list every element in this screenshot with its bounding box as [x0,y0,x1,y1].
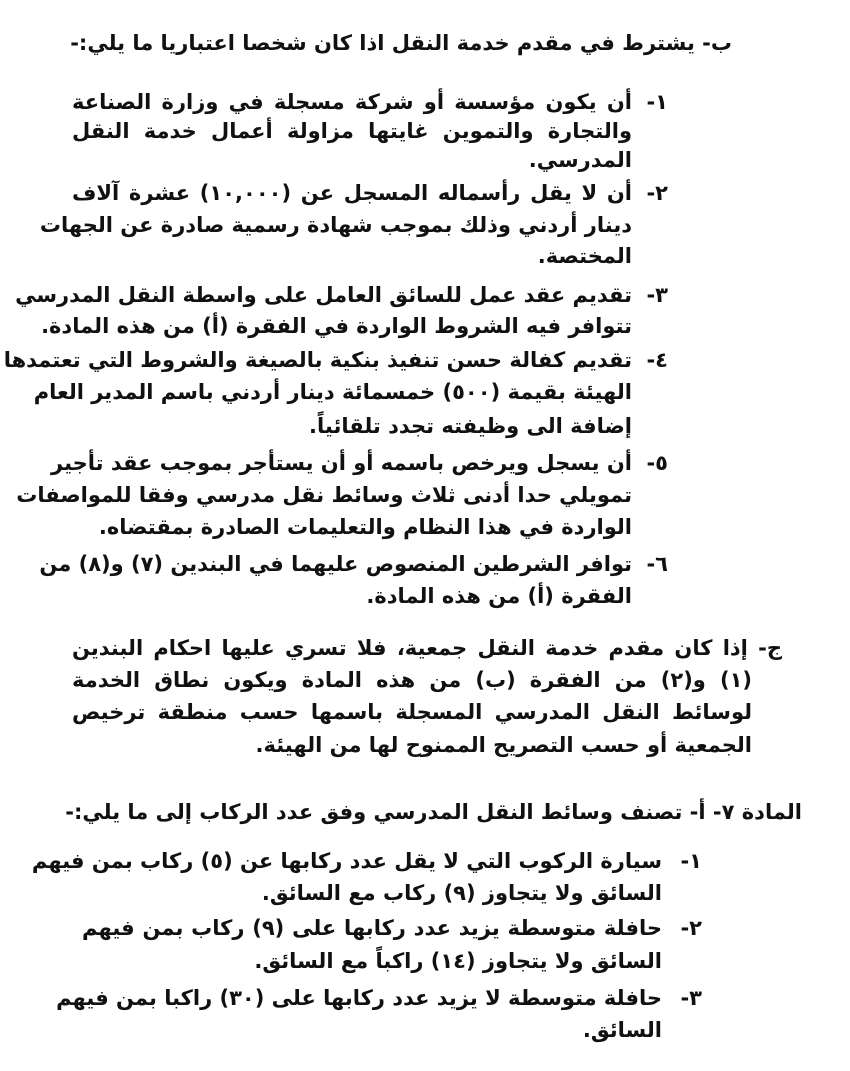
item-line: تقديم عقد عمل للسائق العامل على واسطة النقل المدرسي [15,283,632,307]
item-line: إضافة الى وظيفته تجدد تلقائياً. [309,414,632,438]
section-c-line: (١) و(٢) من الفقرة (ب) من هذه المادة ويكون نطاق الخدمة [72,668,753,692]
item-line: السائق ولا يتجاوز (١٤) راكباً مع السائق. [254,949,662,973]
item-number: ١- [646,90,668,114]
item-line: السائق ولا يتجاوز (٩) ركاب مع السائق. [261,881,662,905]
item-line: والتجارة والتموين غايتها مزاولة أعمال خدمة النقل [72,119,632,143]
item-line: سيارة الركوب التي لا يقل عدد ركابها عن (٥) ركاب بمن فيهم [31,849,662,873]
item-line: أن يسجل ويرخص باسمه أو أن يستأجر بموجب عقد تأجير [51,451,632,475]
item-line: المختصة. [537,244,632,268]
section-c-line: ج- إذا كان مقدم خدمة النقل جمعية، فلا تسري عليها احكام البندين [72,636,782,660]
item-number: ٢- [680,916,702,940]
item-line: الواردة في هذا النظام والتعليمات الصادرة بمقتضاه. [98,515,632,539]
item-line: أن يكون مؤسسة أو شركة مسجلة في وزارة الصناعة [72,90,632,114]
section-c-line: لوسائط النقل المدرسي المسجلة باسمها حسب منطقة ترخيص [72,700,752,724]
item-line: تقديم كفالة حسن تنفيذ بنكية بالصيغة والشروط التي تعتمدها [3,348,632,372]
item-line: الهيئة بقيمة (٥٠٠) خمسمائة دينار أردني باسم المدير العام [33,380,632,404]
item-number: ٦- [646,552,668,576]
item-number: ٣- [680,986,702,1010]
item-number: ٢- [646,181,668,205]
item-line: المدرسي. [528,148,632,172]
item-line: السائق. [582,1018,662,1042]
item-line: تمويلي حدا أدنى ثلاث وسائط نقل مدرسي وفقا للمواصفات [16,483,632,507]
section-b-heading: ب- يشترط في مقدم خدمة النقل اذا كان شخصا اعتباريا ما يلي:- [70,31,732,55]
article-7-heading: المادة ٧- أ- تصنف وسائط النقل المدرسي وفق عدد الركاب إلى ما يلي:- [65,800,802,824]
item-number: ١- [680,849,702,873]
item-line: توافر الشرطين المنصوص عليهما في البندين (٧) و(٨) من [39,552,632,576]
item-number: ٣- [646,283,668,307]
item-line: حافلة متوسطة لا يزيد عدد ركابها على (٣٠) راكبا بمن فيهم [56,986,662,1010]
item-line: الفقرة (أ) من هذه المادة. [366,584,632,608]
item-line: حافلة متوسطة يزيد عدد ركابها على (٩) ركاب بمن فيهم [82,916,662,940]
item-line: أن لا يقل رأسماله المسجل عن (١٠,٠٠٠) عشرة آلاف [72,181,632,205]
section-c-line: الجمعية أو حسب التصريح الممنوح لها من الهيئة. [255,733,752,757]
item-line: تتوافر فيه الشروط الواردة في الفقرة (أ) من هذه المادة. [41,314,632,338]
item-number: ٤- [646,348,668,372]
item-line: دينار أردني وذلك بموجب شهادة رسمية صادرة عن الجهات [39,213,632,237]
item-number: ٥- [646,451,668,475]
